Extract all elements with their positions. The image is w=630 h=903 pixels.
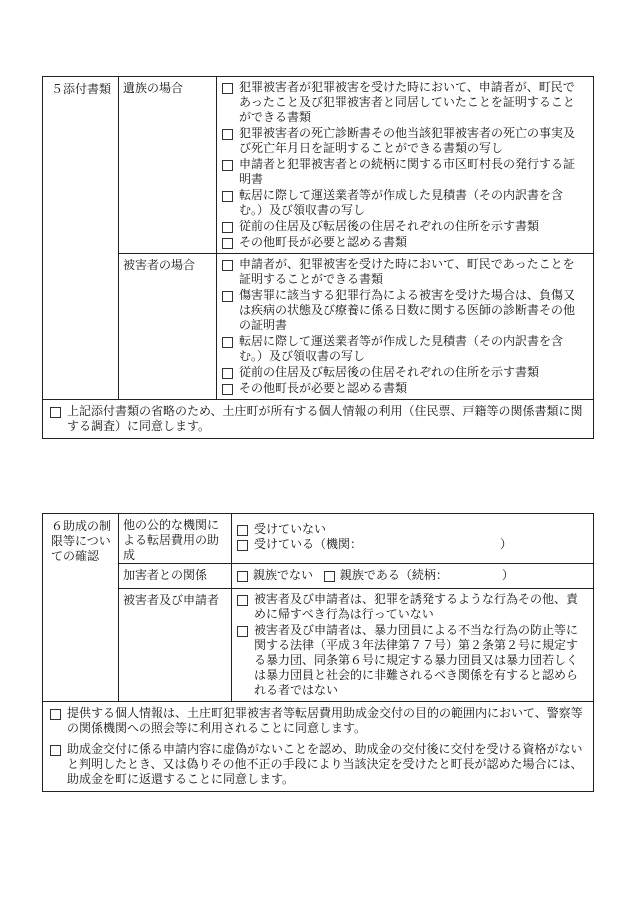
victim-items xyxy=(217,254,594,400)
checkbox[interactable] xyxy=(222,160,233,171)
victim-applicant-label: 被害者及び申請者 xyxy=(119,589,232,702)
public-aid-options xyxy=(232,514,594,564)
checkbox[interactable] xyxy=(222,368,233,379)
bereaved-item[interactable]: 申請者と犯罪被害者との続柄に関する市区町村長の発行する証明書 xyxy=(221,157,583,187)
victim-label: 被害者の場合 xyxy=(119,254,217,400)
section6-consent-row xyxy=(43,702,594,792)
victim-applicant-items xyxy=(232,589,594,702)
relation-options xyxy=(232,564,594,589)
public-aid-yes[interactable]: 受けている（機関： ） xyxy=(236,537,583,552)
checkbox[interactable] xyxy=(237,540,248,551)
bereaved-item[interactable]: 転居に際して運送業者等が作成した見積書（その内訳書を含む。）及び領収書の写し xyxy=(221,188,583,218)
bereaved-item[interactable]: 従前の住居及び転居後の住居それぞれの住所を示す書類 xyxy=(221,219,583,234)
checkbox[interactable] xyxy=(222,238,233,249)
relation-relative[interactable]: 親族である（続柄： ） xyxy=(323,568,514,583)
section5-label: ５添付書類 xyxy=(43,77,119,400)
victim-applicant-item[interactable]: 被害者及び申請者は、暴力団員による不当な行為の防止等に関する法律（平成３年法律第７７号）第２条第２号に規定する暴力団、同条第６号に規定する暴力団員又は暴力団若しくは暴力団員と社会的に非難されるべき関係を有すると認められる者ではない xyxy=(236,623,583,698)
consent-police-inquiry[interactable]: 提供する個人情報は、土庄町犯罪被害者等転居費用助成金交付の目的の範囲内において、警察等の関係機関への照会等に利用されることに同意します。 xyxy=(49,706,585,736)
checkbox[interactable] xyxy=(237,571,248,582)
victim-item[interactable]: 転居に際して運送業者等が作成した見積書（その内訳書を含む。）及び領収書の写し xyxy=(221,334,583,364)
bereaved-item[interactable]: 犯罪被害者が犯罪被害を受けた時において、申請者が、町民であったこと及び犯罪被害者と同居していたことを証明することができる書類 xyxy=(221,80,583,125)
restriction-table xyxy=(42,513,594,792)
relation-label: 加害者との関係 xyxy=(119,564,232,589)
checkbox[interactable] xyxy=(237,595,248,606)
checkbox[interactable] xyxy=(50,745,61,756)
section6-label: ６助成の制限等についての確認 xyxy=(43,514,119,702)
victim-item[interactable]: 従前の住居及び転居後の住居それぞれの住所を示す書類 xyxy=(221,365,583,380)
public-aid-no[interactable]: 受けていない xyxy=(236,522,583,537)
victim-applicant-item[interactable]: 被害者及び申請者は、犯罪を誘発するような行為その他、責めに帰すべき行為は行っていない xyxy=(236,592,583,622)
checkbox[interactable] xyxy=(50,709,61,720)
bereaved-label: 遺族の場合 xyxy=(119,77,217,254)
victim-item[interactable]: 申請者が、犯罪被害を受けた時において、町民であったことを証明することができる書類 xyxy=(221,257,583,287)
bereaved-item[interactable]: その他町長が必要と認める書類 xyxy=(221,235,583,250)
relation-not-relative[interactable]: 親族でない xyxy=(236,568,313,583)
bereaved-items xyxy=(217,77,594,254)
public-aid-label: 他の公的な機関による転居費用の助成 xyxy=(119,514,232,564)
checkbox[interactable] xyxy=(237,626,248,637)
checkbox[interactable] xyxy=(222,337,233,348)
checkbox[interactable] xyxy=(222,291,233,302)
bereaved-item[interactable]: 犯罪被害者の死亡診断書その他当該犯罪被害者の死亡の事実及び死亡年月日を証明することができる書類の写し xyxy=(221,126,583,156)
checkbox[interactable] xyxy=(222,384,233,395)
checkbox[interactable] xyxy=(222,222,233,233)
section5-consent-row xyxy=(43,400,594,439)
victim-item[interactable]: その他町長が必要と認める書類 xyxy=(221,381,583,396)
checkbox[interactable] xyxy=(324,571,335,582)
checkbox[interactable] xyxy=(50,407,61,418)
victim-item[interactable]: 傷害罪に該当する犯罪行為による被害を受けた場合は、負傷又は疾病の状態及び療養に係る日数に関する医師の診断書その他の証明書 xyxy=(221,288,583,333)
consent-repayment[interactable]: 助成金交付に係る申請内容に虚偽がないことを認め、助成金の交付後に交付を受ける資格がないと判明したとき、又は偽りその他不正の手段により当該決定を受けたと町長が認めた場合には、助成金を町に返還することに同意します。 xyxy=(49,742,585,787)
consent-info-use[interactable]: 上記添付書類の省略のため、土庄町が所有する個人情報の利用（住民票、戸籍等の関係書類に関する調査）に同意します。 xyxy=(49,404,585,434)
checkbox[interactable] xyxy=(222,129,233,140)
checkbox[interactable] xyxy=(222,260,233,271)
attachments-table xyxy=(42,76,594,439)
checkbox[interactable] xyxy=(222,83,233,94)
checkbox[interactable] xyxy=(222,191,233,202)
checkbox[interactable] xyxy=(237,525,248,536)
